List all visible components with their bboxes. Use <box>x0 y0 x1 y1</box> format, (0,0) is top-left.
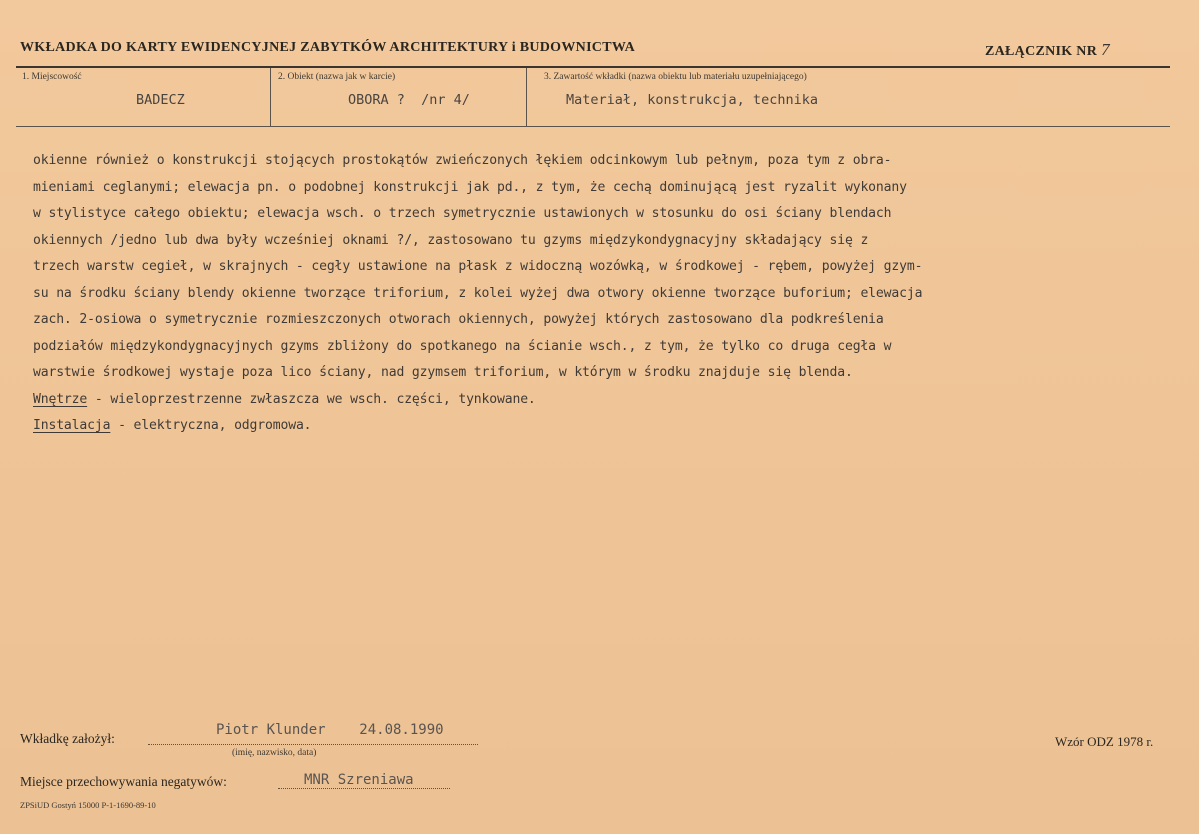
locality-label: 1. Miejscowość <box>22 72 82 82</box>
description-line: okiennych /jedno lub dwa były wcześniej oknami ?/, zastosowano tu gzyms międzykondygnacyjny składający się z <box>33 232 869 248</box>
header-rule-top <box>16 66 1170 68</box>
negatives-dotline <box>278 788 450 789</box>
description-line: okienne również o konstrukcji stojących prostokątów zwieńczonych łękiem odcinkowym lub pełnym, poza tym z obra- <box>33 153 892 168</box>
field-divider-1 <box>270 68 271 126</box>
form-pattern: Wzór ODZ 1978 r. <box>1055 734 1154 749</box>
created-by-value: Piotr Klunder 24.08.1990 <box>216 722 444 738</box>
header-rule-bottom <box>16 126 1170 127</box>
description-line: w stylistyce całego obiektu; elewacja wsch. o trzech symetrycznie ustawionych w stosunku do osi ściany blendach <box>33 206 892 221</box>
description-line: podziałów międzykondygnacyjnych gzyms zbliżony do spotkanego na ścianie wsch., z tym, że tylko co druga cegła w <box>33 338 892 354</box>
created-by-label: Wkładkę założył: <box>20 731 115 746</box>
interior-heading: Wnętrze <box>33 391 88 407</box>
card-title: WKŁADKA DO KARTY EWIDENCYJNEJ ZABYTKÓW ARCHITEKTURY i BUDOWNICTWA <box>20 40 636 55</box>
description-line: trzech warstw cegieł, w skrajnych - cegły ustawione na płask z widoczną wozówką, w środkowej - rębem, powyżej gzym- <box>33 259 923 274</box>
annex-label-text: ZAŁĄCZNIK NR <box>985 44 1098 59</box>
description-line: su na środku ściany blendy okienne tworzące triforium, z kolei wyżej dwa otwory okienne tworzące buforium; elewacja <box>33 285 923 301</box>
contents-label: 3. Zawartość wkładki (nazwa obiektu lub materiału uzupełniającego) <box>544 72 807 82</box>
contents-value: Materiał, konstrukcja, technika <box>566 92 818 108</box>
object-value: OBORA ? /nr 4/ <box>348 92 470 108</box>
annex-label <box>985 40 1110 60</box>
object-label: 2. Obiekt (nazwa jak w karcie) <box>278 72 396 82</box>
description-line: zach. 2-osiowa o symetrycznie rozmieszczonych otworach okiennych, powyżej których zastosowano dla podkreślenia <box>33 312 884 327</box>
printer-imprint: ZPSiUD Gostyń 15000 P-1-1690-89-10 <box>20 800 156 810</box>
installation-line <box>33 413 1193 440</box>
installation-heading: Instalacja <box>33 418 111 433</box>
created-by-dotline <box>148 744 478 745</box>
interior-text: - wieloprzestrzenne zwłaszcza we wsch. części, tynkowane. <box>87 391 536 407</box>
negatives-label: Miejsce przechowywania negatywów: <box>20 774 227 789</box>
installation-text: - elektryczna, odgromowa. <box>110 418 312 433</box>
locality-value: BADECZ <box>136 92 185 108</box>
description-line: warstwie środkowej wystaje poza lico ściany, nad gzymsem triforium, w którym w środku znajduje się blenda. <box>33 365 853 380</box>
description-text <box>33 148 1193 440</box>
created-by-hint: (imię, nazwisko, data) <box>232 748 317 758</box>
description-line: mieniami ceglanymi; elewacja pn. o podobnej konstrukcji jak pd., z tym, że cechą dominującą jest ryzalit wykonany <box>33 179 907 195</box>
field-divider-2 <box>526 68 527 126</box>
negatives-value: MNR Szreniawa <box>304 772 414 788</box>
interior-line <box>33 387 1193 414</box>
annex-number: 7 <box>1101 40 1110 59</box>
